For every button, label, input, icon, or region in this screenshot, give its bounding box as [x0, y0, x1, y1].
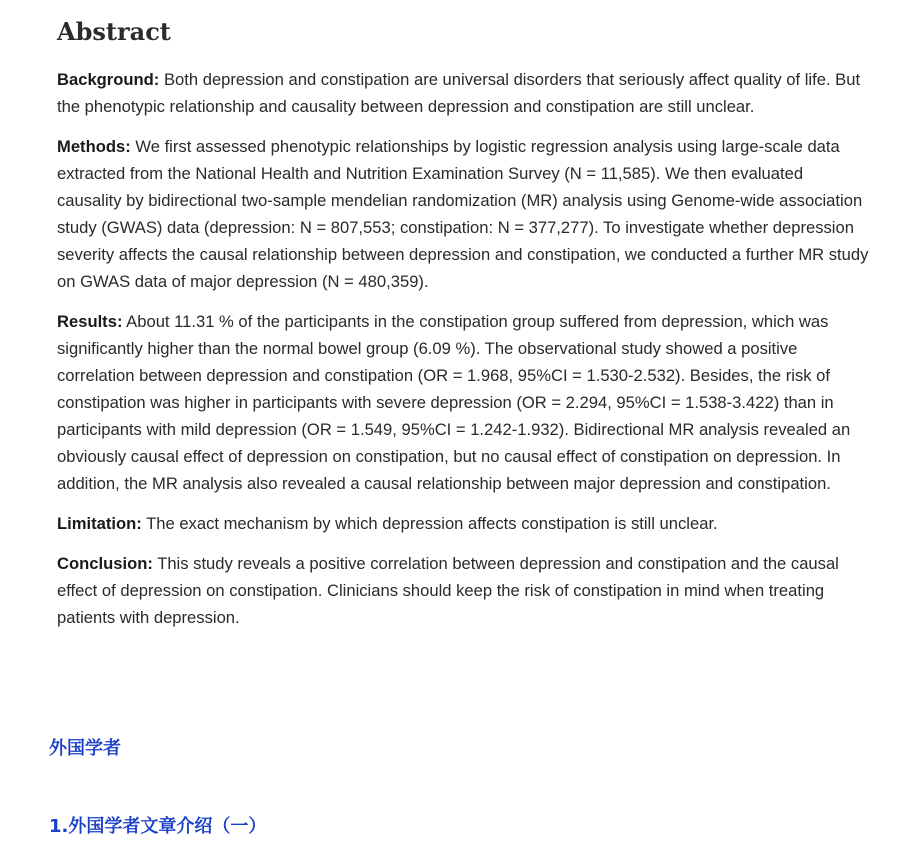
methods-label: Methods:: [57, 137, 131, 156]
results-label: Results:: [57, 312, 123, 331]
limitation-text: The exact mechanism by which depression affects constipation is still unclear.: [146, 514, 718, 533]
conclusion-label: Conclusion:: [57, 554, 153, 573]
abstract-limitation: [57, 510, 872, 537]
limitation-label: Limitation:: [57, 514, 142, 533]
abstract-results: [57, 308, 872, 497]
abstract-methods: [57, 133, 872, 295]
results-text: About 11.31 % of the participants in the constipation group suffered from depression, which was significantly higher than the normal bowel group (6.09 %). The observational study showed a positive correlation between depression and constipation (OR = 1.968, 95%CI = 1.530-2.532). Besides, the risk of constipation was higher in participants with severe depression (OR = 2.294, 95%CI = 1.538-3.422) than in participants with mild depression (OR = 1.549, 95%CI = 1.242-1.932). Bidirectional MR analysis revealed an obviously causal effect of depression on constipation, but no causal effect of constipation on depression. In addition, the MR analysis also revealed a causal relationship between major depression and constipation.: [57, 312, 851, 493]
section-heading-foreign-scholars: 外国学者: [49, 738, 121, 759]
background-label: Background:: [57, 70, 160, 89]
methods-text: We first assessed phenotypic relationships by logistic regression analysis using large-scale data extracted from the National Health and Nutrition Examination Survey (N = 11,585). We then evaluated causality by bidirectional two-sample mendelian randomization (MR) analysis using Genome-wide association study (GWAS) data (depression: N = 807,553; constipation: N = 377,277). To investigate whether depression severity affects the causal relationship between depression and constipation, we conducted a further MR study on GWAS data of major depression (N = 480,359).: [57, 137, 869, 291]
abstract-conclusion: [57, 550, 872, 631]
abstract-block: [57, 16, 872, 644]
background-text: Both depression and constipation are universal disorders that seriously affect quality of life. But the phenotypic relationship and causality between depression and constipation are still unclear.: [57, 70, 861, 116]
conclusion-text: This study reveals a positive correlation between depression and constipation and the causal effect of depression on constipation. Clinicians should keep the risk of constipation in mind when treating patients with depression.: [57, 554, 839, 627]
abstract-background: [57, 66, 872, 120]
section-heading-article-intro: 1.外国学者文章介绍（一）: [49, 816, 267, 837]
abstract-title: Abstract: [57, 17, 171, 46]
